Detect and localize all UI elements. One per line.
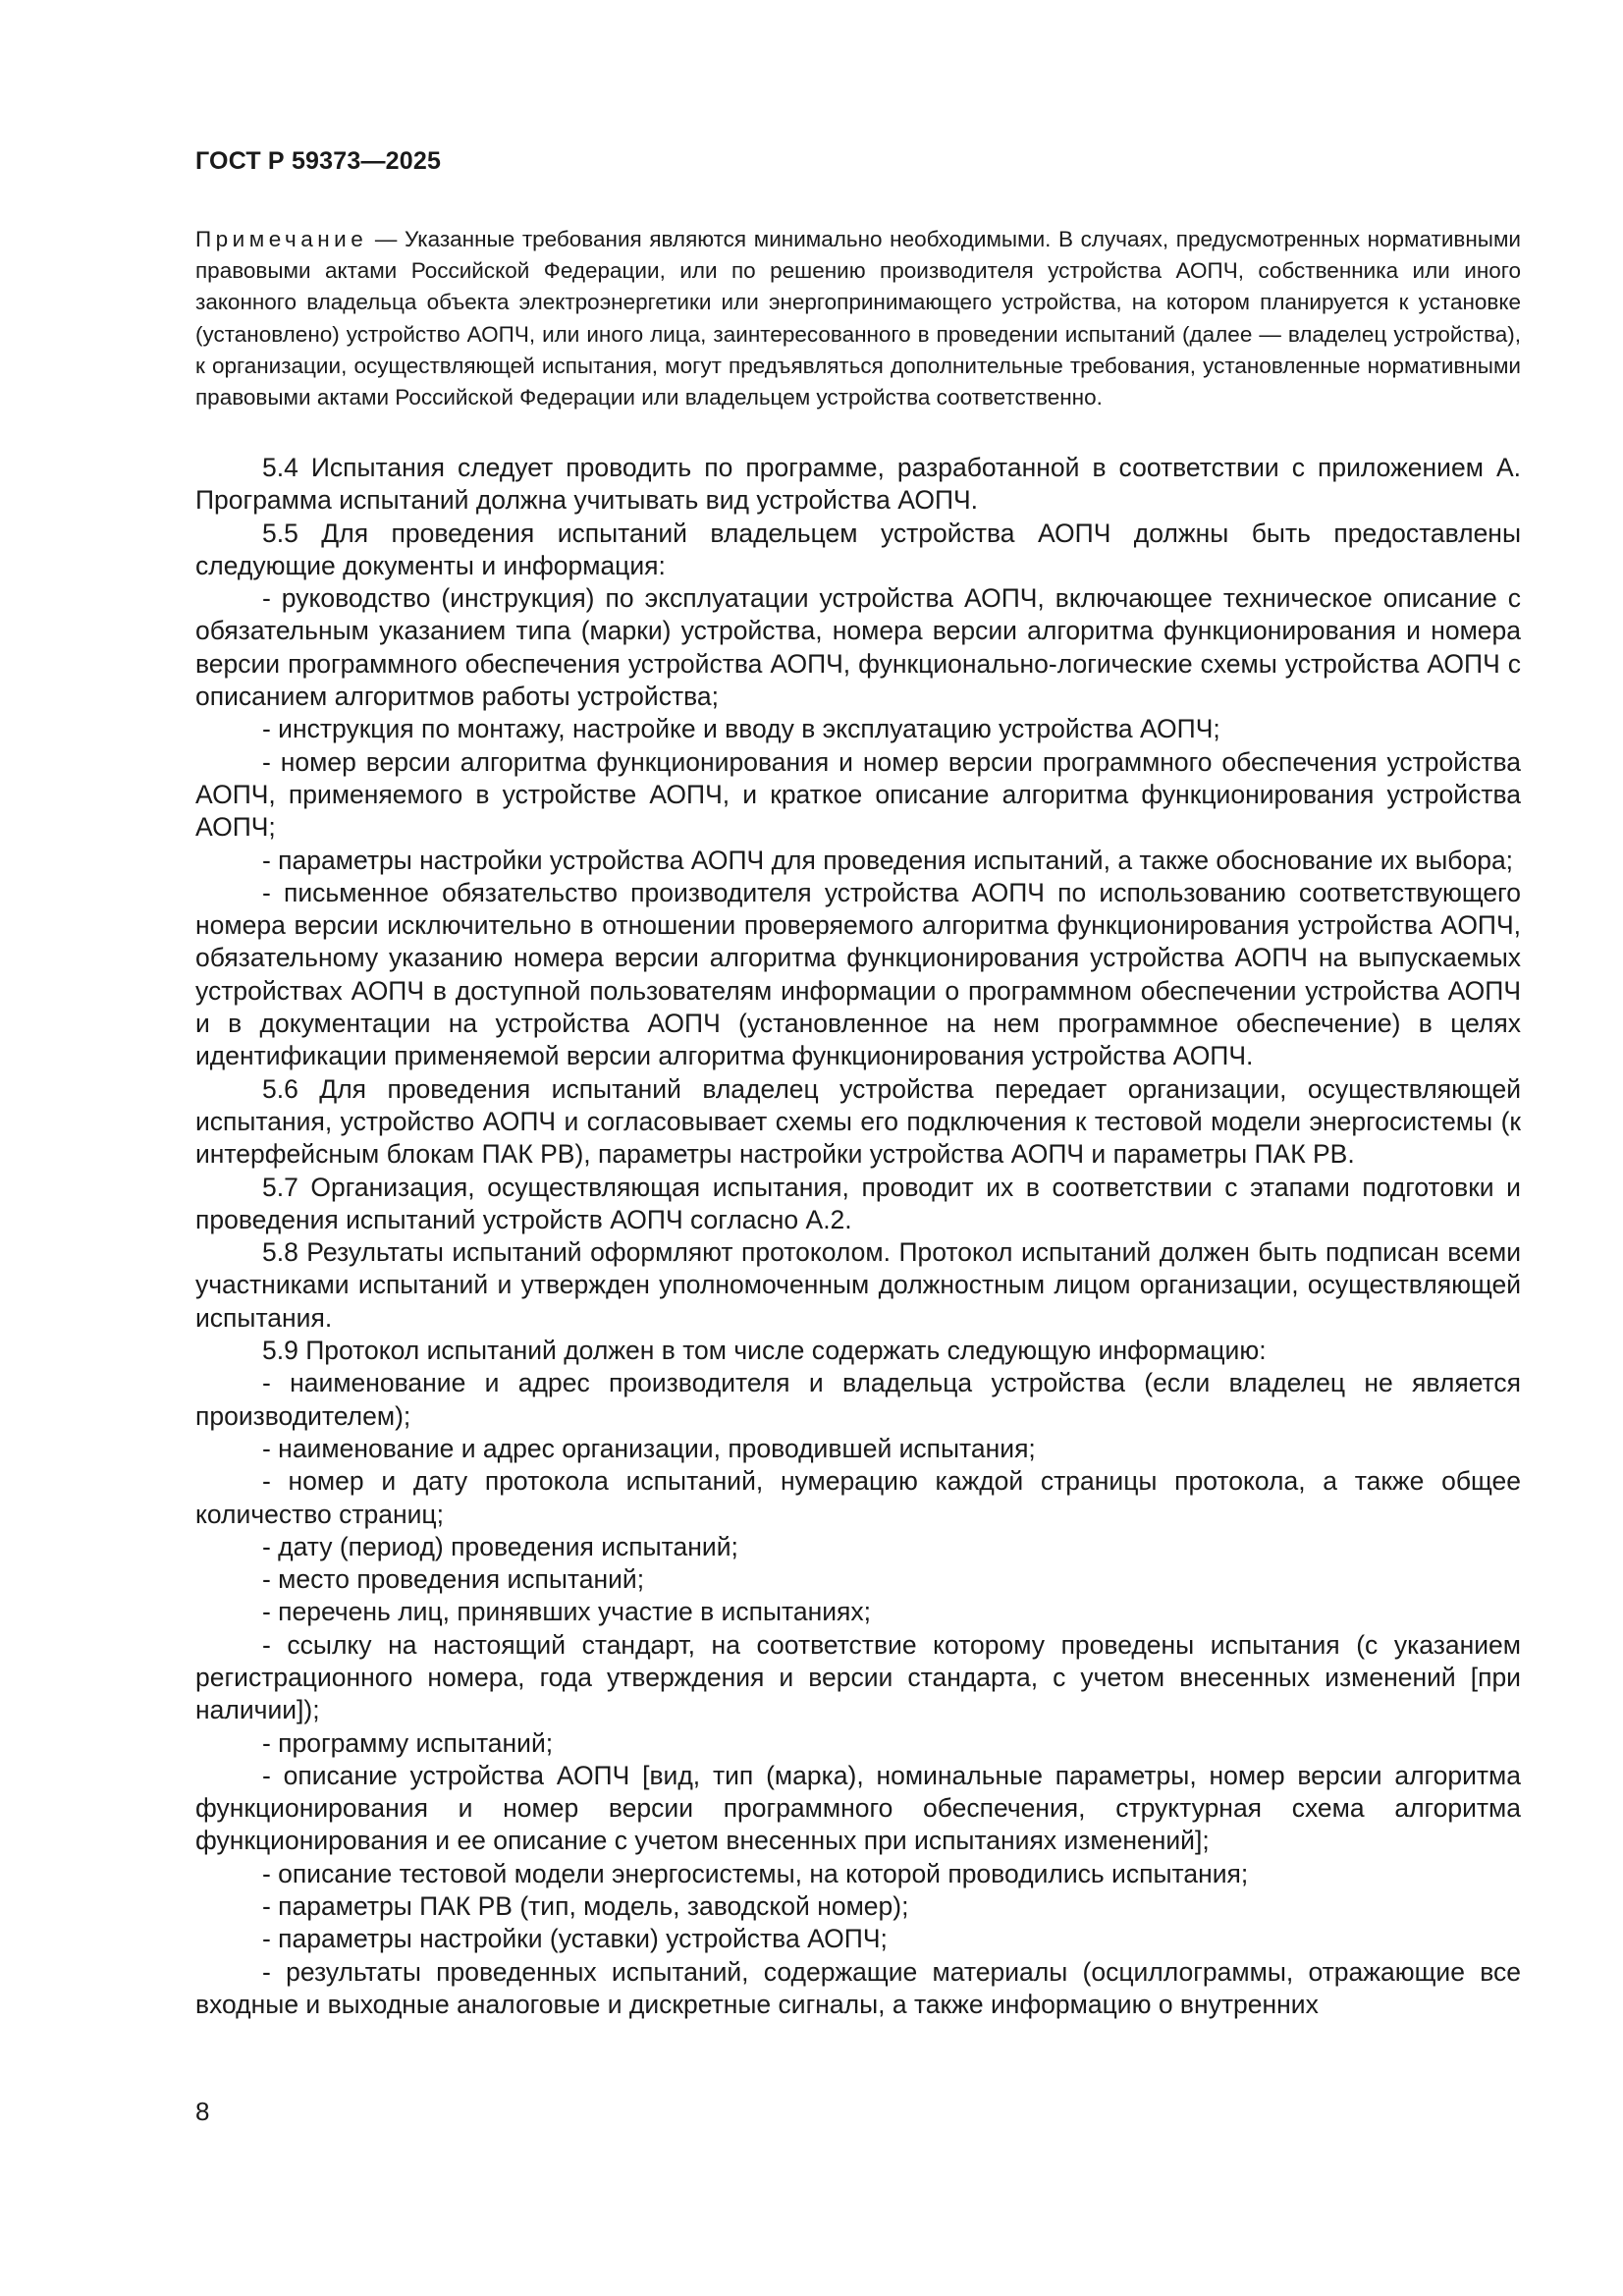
list-item: - руководство (инструкция) по эксплуатации устройства АОПЧ, включающее техническое описание с обязательным указанием типа (марки) устройства, номера версии алгоритма функционирования и номера версии программного обеспечения устройства АОПЧ, функционально-логические схемы устройства АОПЧ с описанием алгоритмов работы устройства;: [195, 583, 1521, 712]
paragraph-5-7: 5.7 Организация, осуществляющая испытания, проводит их в соответствии с этапами подготовки и проведения испытаний устройств АОПЧ согласно А.2.: [195, 1172, 1521, 1234]
list-item: - программу испытаний;: [262, 1727, 554, 1758]
list-item: - описание тестовой модели энергосистемы, на которой проводились испытания;: [262, 1858, 1249, 1888]
list-item: - номер и дату протокола испытаний, нумерацию каждой страницы протокола, а также общее количество страниц;: [195, 1466, 1521, 1529]
list-item: - письменное обязательство производителя устройства АОПЧ по использованию соответствующего номера версии исключительно в отношении проверяемого алгоритма функционирования устройства АОПЧ, обязательному указанию номера версии алгоритма функционирования устройства АОПЧ на выпускаемых устройствах АОПЧ в доступной пользователям информации о программном обеспечении устройства АОПЧ и в документации на устройства АОПЧ (установленное на нем программное обеспечение) в целях идентификации применяемой версии алгоритма функционирования устройства АОПЧ.: [195, 877, 1521, 1071]
note-label: Примечание: [195, 227, 368, 251]
list-item: - наименование и адрес производителя и владельца устройства (если владелец не является производителем);: [195, 1368, 1521, 1431]
list-item: - номер версии алгоритма функционирования и номер версии программного обеспечения устройства АОПЧ, применяемого в устройстве АОПЧ, и краткое описание алгоритма функционирования устройства АОПЧ;: [195, 746, 1521, 843]
paragraph-5-4: 5.4 Испытания следует проводить по программе, разработанной в соответствии с приложением А. Программа испытаний должна учитывать вид устройства АОПЧ.: [195, 453, 1521, 516]
main-text: [195, 452, 1521, 2021]
paragraph-5-8: 5.8 Результаты испытаний оформляют протоколом. Протокол испытаний должен быть подписан всеми участниками испытаний и утвержден уполномоченным должностным лицом организации, осуществляющей испытания.: [195, 1237, 1521, 1333]
list-item: - параметры настройки (уставки) устройства АОПЧ;: [262, 1924, 888, 1954]
list-item: - наименование и адрес организации, проводившей испытания;: [262, 1433, 1036, 1463]
paragraph-5-5: 5.5 Для проведения испытаний владельцем устройства АОПЧ должны быть предоставлены следующие документы и информация:: [195, 518, 1521, 580]
note-block: [195, 224, 1521, 413]
paragraph-5-9: 5.9 Протокол испытаний должен в том числе содержать следующую информацию:: [262, 1336, 1267, 1366]
list-item: - место проведения испытаний;: [262, 1564, 645, 1595]
page-number: 8: [195, 2097, 210, 2126]
list-item: - параметры ПАК РВ (тип, модель, заводской номер);: [262, 1891, 909, 1922]
list-item: - перечень лиц, принявших участие в испытаниях;: [262, 1597, 871, 1627]
document-header: ГОСТ Р 59373—2025: [195, 147, 442, 175]
list-item: - ссылку на настоящий стандарт, на соответствие которому проведены испытания (с указанием регистрационного номера, года утверждения и версии стандарта, с учетом внесенных изменений [при наличии]);: [195, 1629, 1521, 1725]
list-item: - параметры настройки устройства АОПЧ для проведения испытаний, а также обоснование их выбора;: [262, 845, 1514, 875]
note-text: — Указанные требования являются минимально необходимыми. В случаях, предусмотренных нормативными правовыми актами Российской Федерации, или по решению производителя устройства АОПЧ, собственника или иного законного владельца объекта электроэнергетики или энергопринимающего устройства, на котором планируется к установке (установлено) устройство АОПЧ, или иного лица, заинтересованного в проведении испытаний (далее — владелец устройства), к организации, осуществляющей испытания, могут предъявляться дополнительные требования, установленные нормативными правовыми актами Российской Федерации или владельцем устройства соответственно.: [195, 227, 1521, 410]
list-item: - инструкция по монтажу, настройке и вводу в эксплуатацию устройства АОПЧ;: [262, 714, 1220, 744]
list-item: - дату (период) проведения испытаний;: [262, 1531, 738, 1561]
paragraph-5-6: 5.6 Для проведения испытаний владелец устройства передает организации, осуществляющей испытания, устройство АОПЧ и согласовывает схемы его подключения к тестовой модели энергосистемы (к интерфейсным блокам ПАК РВ), параметры настройки устройства АОПЧ и параметры ПАК РВ.: [195, 1073, 1521, 1170]
list-item: - результаты проведенных испытаний, содержащие материалы (осциллограммы, отражающие все входные и выходные аналоговые и дискретные сигналы, а также информацию о внутренних: [195, 1956, 1521, 2019]
list-item: - описание устройства АОПЧ [вид, тип (марка), номинальные параметры, номер версии алгоритма функционирования и номер версии программного обеспечения, структурная схема алгоритма функционирования и ее описание с учетом внесенных при испытаниях изменений];: [195, 1760, 1521, 1856]
